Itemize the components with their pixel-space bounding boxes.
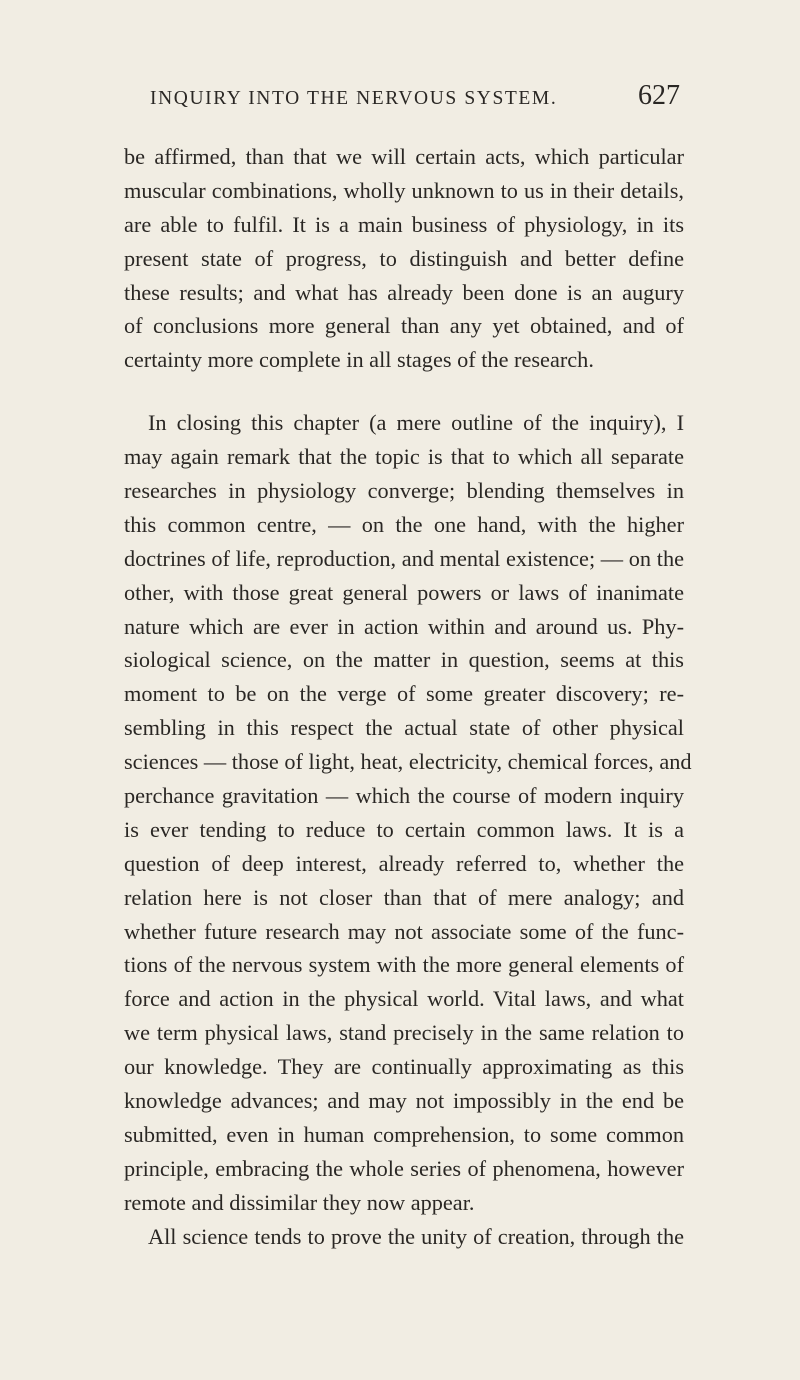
text-line: sembling in this respect the actual state of other physical [124,715,684,741]
text-line: of conclusions more general than any yet obtained, and of [124,313,684,339]
text-line: perchance gravitation — which the course of modern inquiry [124,783,684,809]
text-line: are able to fulfil. It is a main business of physiology, in its [124,211,684,237]
text-line: our knowledge. They are continually approximating as this [124,1054,684,1080]
text-line: doctrines of life, reproduction, and mental existence; — on the [124,545,684,571]
page-header [150,80,680,124]
text-line: other, with those great general powers or laws of inanimate [124,579,684,605]
text-line: tions of the nervous system with the more general elements of [124,952,684,978]
body-text [124,140,692,1254]
text-line: question of deep interest, already referred to, whether the [124,850,684,876]
text-line: is ever tending to reduce to certain common laws. It is a [124,816,684,842]
text-line: muscular combinations, wholly unknown to us in their details, [124,177,684,203]
text-line: submitted, even in human comprehension, to some common [124,1121,684,1147]
text-line: certainty more complete in all stages of the research. [124,347,594,373]
text-line: present state of progress, to distinguish and better define [124,245,684,271]
text-line: we term physical laws, stand precisely in the same relation to [124,1020,684,1046]
text-line: force and action in the physical world. Vital laws, and what [124,986,684,1012]
text-line: sciences — those of light, heat, electricity, chemical forces, and [124,749,692,775]
text-line: be affirmed, than that we will certain acts, which particular [124,144,684,169]
text-line: these results; and what has already been done is an augury [124,279,684,305]
running-head: INQUIRY INTO THE NERVOUS SYSTEM. [150,88,558,109]
text-line: All science tends to prove the unity of creation, through the [148,1223,684,1249]
text-line: whether future research may not associate some of the func- [124,918,684,944]
paragraph-3 [124,1220,684,1254]
text-line: siological science, on the matter in question, seems at this [124,647,684,673]
text-line: nature which are ever in action within and around us. Phy- [124,613,684,639]
text-line: this common centre, — on the one hand, with the higher [124,511,684,537]
text-line: researches in physiology converge; blending themselves in [124,478,684,504]
text-line: In closing this chapter (a mere outline of the inquiry), I [148,410,684,436]
paragraph-1 [124,140,684,377]
text-line: knowledge advances; and may not impossibly in the end be [124,1088,684,1114]
text-line: may again remark that the topic is that to which all separate [124,444,684,470]
text-line: moment to be on the verge of some greater discovery; re- [124,681,684,707]
text-line: relation here is not closer than that of mere analogy; and [124,884,684,910]
page-number: 627 [638,80,680,111]
paragraph-2 [124,406,692,1219]
paragraph-gap [124,377,684,406]
text-line: principle, embracing the whole series of phenomena, however [124,1155,684,1181]
text-line: remote and dissimilar they now appear. [124,1189,475,1215]
